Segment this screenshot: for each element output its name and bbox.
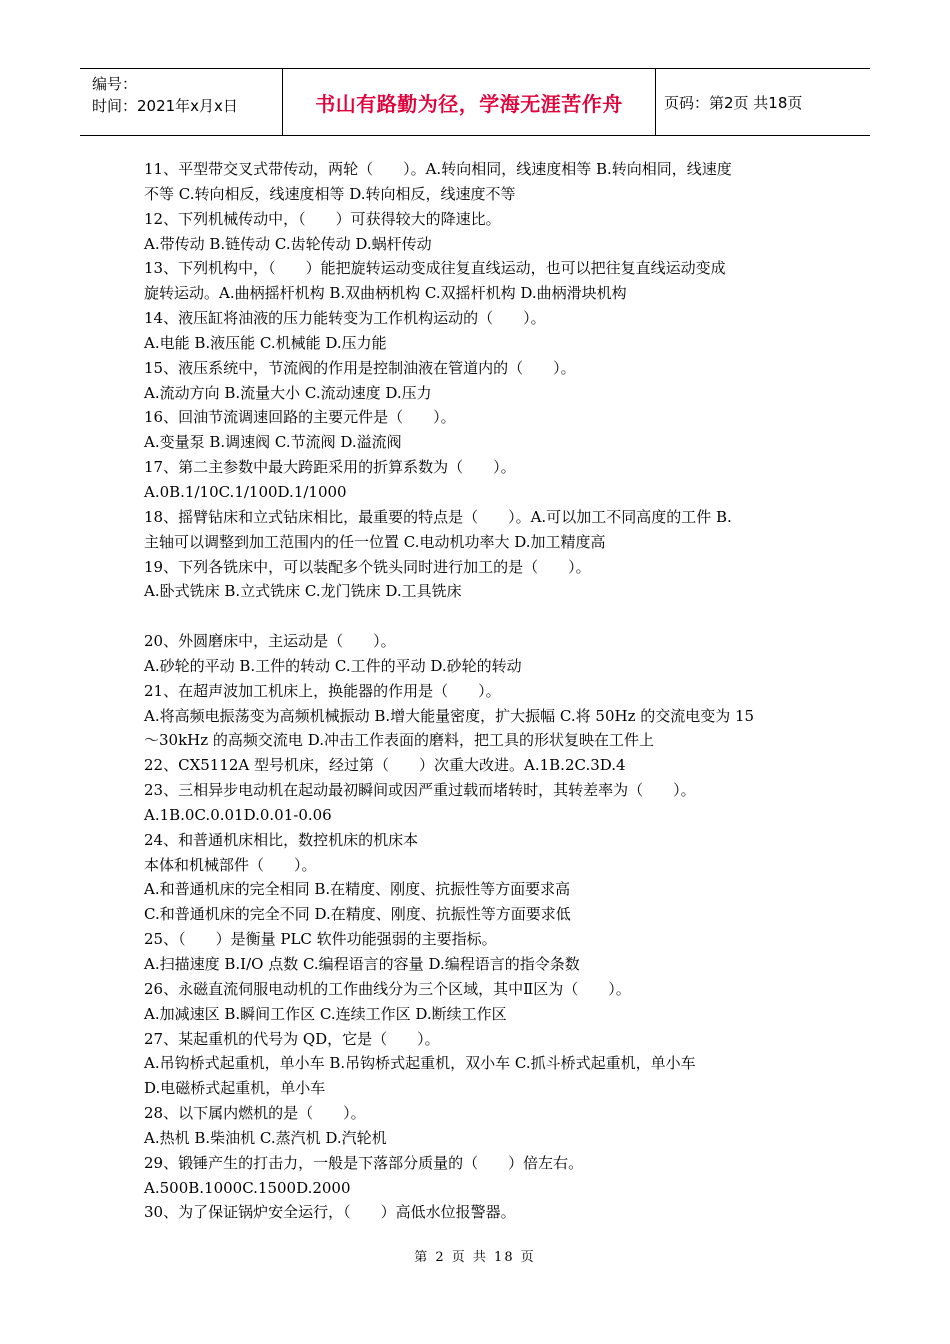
document-number-label: 编号： xyxy=(92,75,138,93)
header-meta xyxy=(80,69,282,135)
text-line: A.变量泵 B.调速阀 C.节流阀 D.溢流阀 xyxy=(144,433,402,452)
text-line: C.和普通机床的完全不同 D.在精度、刚度、抗振性等方面要求低 xyxy=(144,905,571,924)
text-line: 24、和普通机床相比，数控机床的机床本 xyxy=(144,830,419,849)
text-line: D.电磁桥式起重机，单小车 xyxy=(144,1079,326,1098)
text-line: 20、外圆磨床中，主运动是（ ）。 xyxy=(144,632,396,651)
page-footer: 第 2 页 共 18 页 xyxy=(414,1250,536,1265)
text-line xyxy=(144,604,814,629)
text-line: 旋转运动。A.曲柄摇杆机构 B.双曲柄机构 C.双摇杆机构 D.曲柄滑块机构 xyxy=(144,284,627,303)
text-line: 11、平型带交叉式带传动，两轮（ ）。A.转向相同，线速度相等 B.转向相同，线速度 xyxy=(144,160,732,178)
text-line: A.0B.1/10C.1/100D.1/1000 xyxy=(144,482,347,501)
text-line: 13、下列机构中，（ ）能把旋转运动变成往复直线运动，也可以把往复直线运动变成 xyxy=(144,259,726,278)
text-line: 15、液压系统中，节流阀的作用是控制油液在管道内的（ ）。 xyxy=(144,358,576,377)
text-line: 30、为了保证锅炉安全运行，（ ）高低水位报警器。 xyxy=(144,1203,516,1222)
text-line: A.和普通机床的完全相同 B.在精度、刚度、抗振性等方面要求高 xyxy=(144,880,571,899)
text-line: A.卧式铣床 B.立式铣床 C.龙门铣床 D.工具铣床 xyxy=(144,582,462,601)
text-line: A.热机 B.柴油机 C.蒸汽机 D.汽轮机 xyxy=(144,1128,387,1147)
text-line: 27、某起重机的代号为 QD，它是（ ）。 xyxy=(144,1029,440,1048)
text-line: 23、三相异步电动机在起动最初瞬间或因严重过载而堵转时，其转差率为（ ）。 xyxy=(144,781,696,800)
text-line: 17、第二主参数中最大跨距采用的折算系数为（ ）。 xyxy=(144,458,516,477)
text-line: A.加减速区 B.瞬间工作区 C.连续工作区 D.断续工作区 xyxy=(144,1004,507,1023)
question-list xyxy=(144,157,814,1225)
text-line: 12、下列机械传动中，（ ）可获得较大的降速比。 xyxy=(144,209,501,228)
page-header xyxy=(80,68,870,136)
text-line: A.500B.1000C.1500D.2000 xyxy=(144,1178,351,1197)
text-line: 19、下列各铣床中，可以装配多个铣头同时进行加工的是（ ）。 xyxy=(144,557,591,576)
text-line: A.1B.0C.0.01D.0.01-0.06 xyxy=(144,805,332,824)
document-time-label: 时间：2021年x月x日 xyxy=(92,97,238,115)
text-line: 28、以下属内燃机的是（ ）。 xyxy=(144,1104,366,1123)
text-line: 29、锻锤产生的打击力，一般是下落部分质量的（ ）倍左右。 xyxy=(144,1153,584,1172)
header-motto: 书山有路勤为径，学海无涯苦作舟 xyxy=(282,69,656,135)
text-line: 21、在超声波加工机床上，换能器的作用是（ ）。 xyxy=(144,681,501,700)
text-line: ～30kHz 的高频交流电 D.冲击工作表面的磨料，把工具的形状复映在工件上 xyxy=(144,731,654,750)
text-line: 22、CX5112A 型号机床，经过第（ ）次重大改进。A.1B.2C.3D.4 xyxy=(144,756,626,775)
text-line: A.将高频电振荡变为高频机械振动 B.增大能量密度，扩大振幅 C.将 50Hz 的交流电变为 15 xyxy=(144,706,755,725)
text-line: 14、液压缸将油液的压力能转变为工作机构运动的（ ）。 xyxy=(144,309,546,328)
text-line: A.吊钩桥式起重机，单小车 B.吊钩桥式起重机，双小车 C.抓斗桥式起重机，单小车 xyxy=(144,1054,696,1073)
text-line: A.扫描速度 B.I/O 点数 C.编程语言的容量 D.编程语言的指令条数 xyxy=(144,955,580,973)
text-line: 不等 C.转向相反，线速度相等 D.转向相反，线速度不等 xyxy=(144,184,516,203)
text-line: A.流动方向 B.流量大小 C.流动速度 D.压力 xyxy=(144,383,432,402)
text-line: 主轴可以调整到加工范围内的任一位置 C.电动机功率大 D.加工精度高 xyxy=(144,532,606,551)
header-page-info: 页码：第2页 共18页 xyxy=(664,93,803,112)
text-line: A.带传动 B.链传动 C.齿轮传动 D.蜗杆传动 xyxy=(144,234,432,253)
text-line: 26、永磁直流伺服电动机的工作曲线分为三个区域，其中Ⅱ区为（ ）。 xyxy=(144,979,631,998)
text-line: 25、（ ）是衡量 PLC 软件功能强弱的主要指标。 xyxy=(144,930,497,949)
text-line: A.电能 B.液压能 C.机械能 D.压力能 xyxy=(144,333,387,352)
text-line: 本体和机械部件（ ）。 xyxy=(144,855,317,874)
text-line: 16、回油节流调速回路的主要元件是（ ）。 xyxy=(144,408,456,427)
text-line: 18、摇臂钻床和立式钻床相比，最重要的特点是（ ）。A.可以加工不同高度的工件 B. xyxy=(144,507,732,526)
text-line: A.砂轮的平动 B.工件的转动 C.工件的平动 D.砂轮的转动 xyxy=(144,656,522,675)
